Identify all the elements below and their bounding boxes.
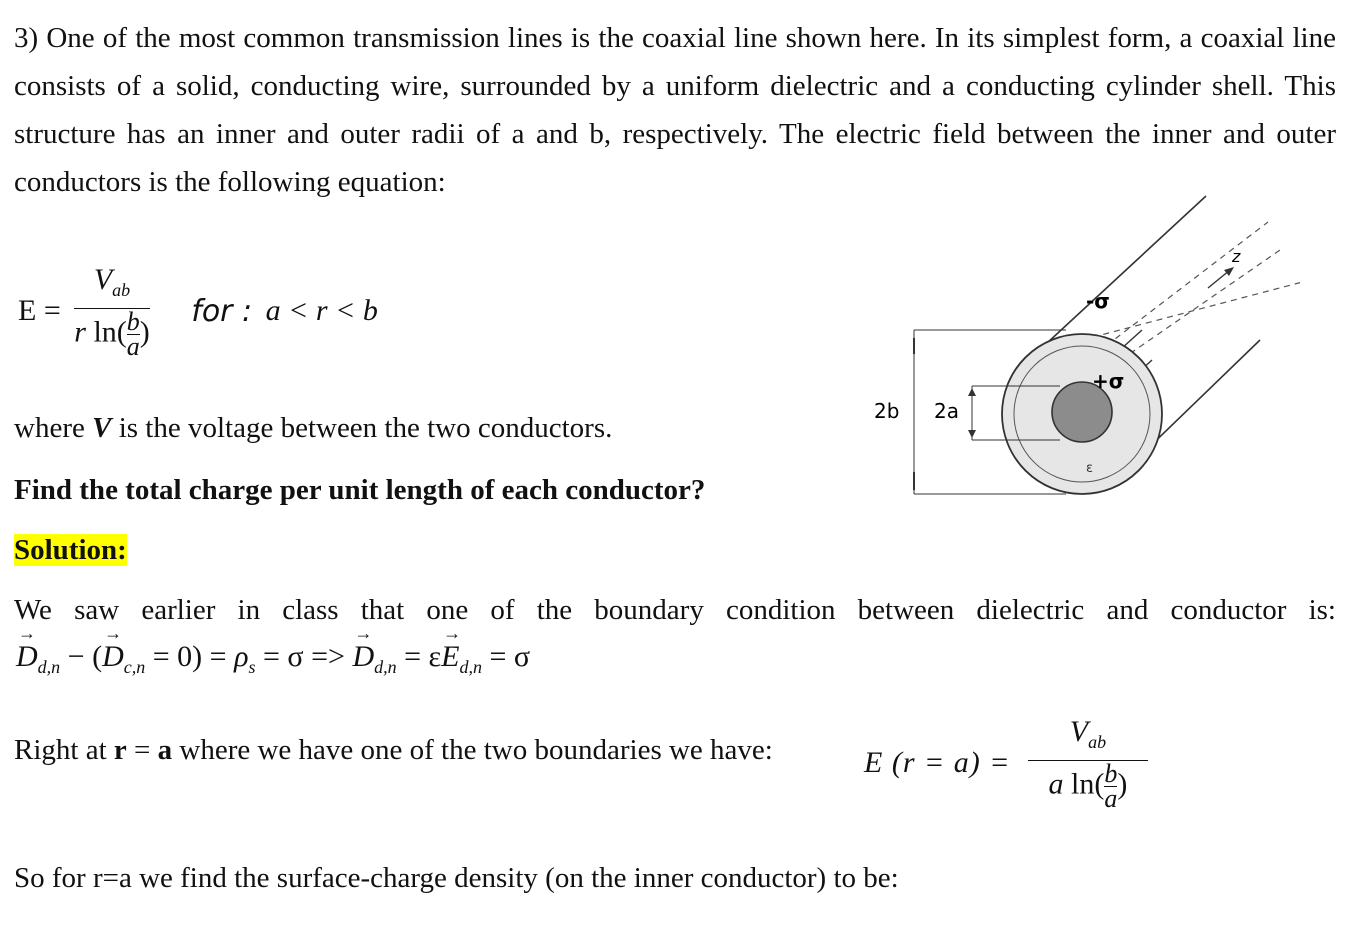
right-at-line (14, 734, 773, 767)
label-minus-sigma: -σ (1086, 289, 1110, 313)
eq3-den-a: a (1048, 767, 1064, 801)
field-equation (18, 263, 378, 361)
eq-den-close: ) (139, 315, 150, 349)
eq-den-a: a (126, 332, 140, 361)
eq2-eq-eps: = ε (396, 640, 442, 673)
eq3-lhs: E (r = a) = (864, 746, 1011, 779)
right-at-eq: = (126, 734, 158, 766)
solution-heading-text: Solution: (14, 534, 127, 566)
coaxial-figure (860, 190, 1300, 510)
solution-heading (14, 534, 127, 567)
eq-inner-frac (126, 307, 140, 361)
vec-E: → E (441, 640, 459, 674)
dim-2a-arrow-up (968, 388, 976, 396)
problem-intro: 3) One of the most common transmission lines is the coaxial line shown here. In its simplest form, a coaxial line consists of a solid, conducting wire, surrounded by a uniform dielectric and a conducting cylinder shell. This structure has an inner and outer radii of a and b, respectively. The electric field between the inner and outer conductors is the following equation: (14, 22, 1336, 198)
label-epsilon: ε (1086, 461, 1094, 476)
eq-num-V: V (93, 263, 113, 296)
range-condition: a < r < b (265, 294, 378, 327)
eq2-eq-zero: = 0) = (145, 640, 235, 673)
dim-2a-arrow-down (968, 430, 976, 438)
eq3-num-V: V (1069, 715, 1089, 748)
sub-s: s (248, 657, 256, 677)
dashed-line-1 (1098, 222, 1268, 352)
eq-num-sub: ab (112, 280, 131, 300)
eq2-minus-open: − ( (60, 640, 103, 673)
eq2-eq-sigma-end: = σ (481, 640, 531, 673)
right-at-r: r (113, 734, 127, 766)
where-V: V (92, 412, 112, 444)
so-text: So for r=a we find the surface-charge density (on the inner conductor) to be: (14, 862, 899, 894)
for-label: for : (191, 293, 253, 329)
rho-s: ρ (234, 640, 249, 673)
question: Find the total charge per unit length of each conductor? (14, 474, 706, 506)
sub-dn-2: d,n (374, 657, 397, 677)
eq3-num-sub: ab (1088, 732, 1107, 752)
where-prefix: where (14, 412, 93, 444)
eq3-den-close: ) (1117, 767, 1128, 801)
eq3-fraction (1028, 715, 1148, 813)
sub-cn: c,n (123, 657, 146, 677)
eq-fraction (74, 263, 150, 361)
vec-D-3: → D (352, 640, 374, 674)
eq3-den-a2: a (1104, 784, 1118, 813)
eq3-den-ln: ln( (1071, 767, 1105, 801)
dashed-line-3 (1082, 280, 1300, 340)
eq2-eq-sigma: = σ => (255, 640, 353, 673)
boundary-equation (16, 640, 530, 678)
right-at-a: a (157, 734, 173, 766)
cylinder-top-line (1046, 196, 1206, 344)
z-label: z (1232, 247, 1241, 266)
sub-dn-1: d,n (37, 657, 61, 677)
where-line (14, 412, 612, 445)
label-2b: 2b (874, 399, 900, 423)
eq-lhs: E = (18, 294, 61, 327)
vec-D-1: → D (16, 640, 38, 674)
vec-D-2: → D (102, 640, 124, 674)
where-suffix: is the voltage between the two conductors. (111, 412, 613, 444)
right-at-2: where we have one of the two boundaries we have: (172, 734, 773, 766)
field-at-a-equation (864, 715, 1148, 813)
sub-dn-3: d,n (459, 657, 482, 677)
dashed-line-2 (1112, 250, 1280, 366)
label-plus-sigma: +σ (1092, 369, 1125, 393)
eq3-inner-frac (1104, 759, 1118, 813)
boundary-text: We saw earlier in class that one of the boundary condition between dielectric and conductor is: (14, 594, 1336, 626)
eq3-den-b: b (1104, 759, 1118, 788)
eq-den-ln: ln( (93, 315, 127, 349)
z-arrow-head (1224, 267, 1234, 276)
right-at-1: Right at (14, 734, 114, 766)
eq-den-b: b (126, 307, 140, 336)
label-2a: 2a (934, 399, 959, 423)
eq-den-r: r (74, 315, 86, 349)
